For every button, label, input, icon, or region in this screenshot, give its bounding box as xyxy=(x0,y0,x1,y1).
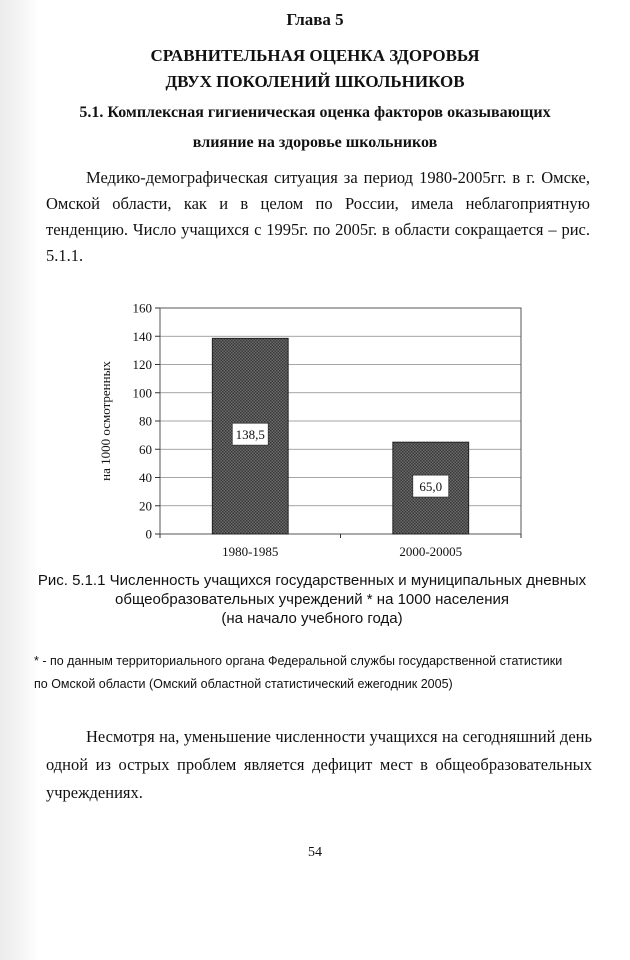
section-heading-line-2: влияние на здоровье школьников xyxy=(192,134,438,151)
figure-caption-line-3: (на начало учебного года) xyxy=(221,610,403,627)
footnote xyxy=(34,650,594,696)
body-paragraph-1-text: Медико-демографическая ситуация за период 1980-2005гг. в г. Омске, Омской области, как и в целом по России, имела неблагоприятную тенденцию. Число учащихся с 1995г. по 2005г. в области сокращается – рис. 5.1.1. xyxy=(46,168,590,265)
body-paragraph-1 xyxy=(46,165,590,269)
chapter-title-line-1: СРАВНИТЕЛЬНАЯ ОЦЕНКА ЗДОРОВЬЯ xyxy=(150,46,480,65)
page-number: 54 xyxy=(308,845,322,860)
x-axis-labels xyxy=(160,534,521,559)
y-axis-label: на 1000 осмотренных xyxy=(98,361,113,481)
x-tick-label: 1980-1985 xyxy=(222,544,279,559)
footnote-line-2: по Омской области (Омский областной статистический ежегодник 2005) xyxy=(34,677,453,691)
y-tick-label: 0 xyxy=(145,526,152,542)
body-paragraph-2-text: Несмотря на, уменьшение численности учащихся на сегодняшний день одной из острых проблем является дефицит мест в общеобразовательных учреждениях. xyxy=(46,727,592,802)
figure-caption xyxy=(34,571,590,628)
chapter-title-line-2: ДВУХ ПОКОЛЕНИЙ ШКОЛЬНИКОВ xyxy=(165,72,465,91)
chapter-heading: Глава 5 xyxy=(286,10,344,29)
y-tick-label: 120 xyxy=(132,357,152,372)
body-paragraph-2 xyxy=(46,723,592,807)
figure-caption-line-1: Рис. 5.1.1 Численность учащихся государственных и муниципальных дневных xyxy=(37,572,587,589)
y-tick-label: 140 xyxy=(132,328,152,344)
x-tick-label: 2000-20005 xyxy=(399,544,463,559)
y-tick-label: 20 xyxy=(139,498,152,514)
y-tick-label: 40 xyxy=(139,470,152,485)
bars xyxy=(212,338,468,534)
y-tick-label: 160 xyxy=(132,300,152,316)
footnote-line-1: * - по данным территориального органа Федеральной службы государственной статистики xyxy=(34,654,563,668)
section-heading-line-1: 5.1. Комплексная гигиеническая оценка факторов оказывающих xyxy=(79,104,551,121)
y-axis-ticks xyxy=(133,301,161,542)
y-tick-label: 80 xyxy=(139,413,152,429)
y-tick-label: 100 xyxy=(132,385,152,401)
figure-caption-line-2: общеобразовательных учреждений * на 1000 населения xyxy=(115,591,509,608)
y-tick-label: 60 xyxy=(139,441,152,457)
data-label: 138,5 xyxy=(235,427,265,443)
data-label: 65,0 xyxy=(419,479,443,495)
bar-chart xyxy=(0,295,630,565)
